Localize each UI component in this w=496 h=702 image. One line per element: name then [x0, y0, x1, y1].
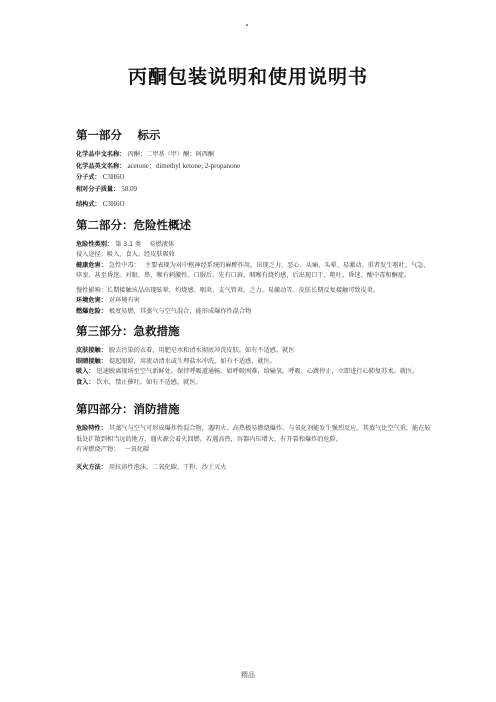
mass-label: 相对分子质量： [76, 185, 120, 193]
cn-name-row [76, 150, 431, 161]
document-body [76, 128, 431, 473]
fire-value: 极度易燃，其蒸气与空气混合，能形成爆炸性混合物 [108, 307, 252, 315]
eye-value: 提起眼睑，用流动清水或生理盐水冲洗。如有不适感，就医。 [108, 357, 276, 365]
hazard-label: 危险特性： [76, 425, 107, 432]
inhale-label: 吸入： [76, 368, 95, 375]
section-1-heading: 第一部分 标示 [76, 128, 161, 142]
skin-value: 脱去污染的衣着，用肥皂水和清水彻底冲洗皮肤。如有不适感，就医 [108, 347, 295, 354]
formula-row [76, 172, 431, 184]
hazard-row [76, 424, 431, 445]
category-value: 第 3.1 类 易燃液体 [115, 240, 175, 248]
category-label: 危险性类别： [76, 240, 114, 248]
eye-row [76, 357, 431, 368]
health-row [76, 261, 431, 282]
inhale-value: 迅速脱离现场至空气新鲜处。保持呼吸道通畅。如呼吸困难，给输氧。呼吸、心跳停止，立即进行心肺复苏术。就医。 [96, 368, 419, 375]
ingest-label: 食入： [76, 378, 95, 386]
eye-label: 眼睛接触： [76, 357, 107, 365]
health-label: 健康危害： [76, 261, 107, 269]
page-mark [246, 24, 248, 26]
combustion-row: 有害燃烧产物： 一氧化碳 [76, 446, 150, 453]
category-row [76, 240, 431, 251]
section-2-heading: 第二部分：危险性概述 [76, 217, 191, 232]
document-title: 丙酮包装说明和使用说明书 [127, 66, 368, 88]
env-value: 对环境有害 [108, 297, 140, 304]
extinguish-label: 灭火方法： [76, 463, 107, 471]
struct-value: C3H6O [102, 200, 125, 208]
struct-label: 结构式： [76, 201, 101, 208]
section-3-heading: 第三部分：急救措施 [76, 324, 180, 338]
section-4-heading: 第四部分：消防措施 [76, 402, 180, 416]
cn-name-value: 丙酮；二甲基（甲）酮；阿西酮 [127, 151, 215, 158]
inhale-row [76, 367, 431, 378]
chronic-row: 慢性影响：长期接触该品出现眩晕、灼烧感、咽炎、支气管炎、乏力、易激动等。皮肤长期反复接触可致皮炎。 [76, 286, 380, 294]
route-row: 侵入途径：吸入、食入、经皮肤吸收 [76, 251, 175, 258]
skin-row [76, 346, 431, 357]
en-name-value: acetone；dimethyl ketone; 2-propanone [127, 161, 241, 170]
extinguish-value: 用抗溶性泡沫、二氧化碳、干粉、沙土灭火 [108, 463, 227, 471]
env-label: 环境危害： [76, 297, 107, 304]
ingest-row [76, 378, 431, 389]
cn-name-label: 化学品中文名称： [76, 151, 126, 158]
fire-row [76, 307, 431, 318]
health-value: 急性中毒： 主要表现为对中枢神经系统的麻醉作用，出现乏力、恶心、头痛、头晕、易激动。重者发生呕吐、气急、痉挛，甚至昏迷。对眼、鼻、喉有刺激性。口服后，先有口唇、咽喉有烧灼感，后出现口干、呕吐、昏迷、酸中毒和酮症。 [76, 261, 430, 279]
en-name-label: 化学品英文名称： [76, 162, 126, 170]
fire-label: 燃爆危险： [76, 307, 107, 315]
en-name-row [76, 161, 431, 173]
hazard-value: 其蒸气与空气可形成爆炸性混合物，遇明火、高热极易燃烧爆炸。与氧化剂能发生强烈反应。其蒸气比空气重，能在较低处扩散到相当远的地方，遇火源会着火回燃。若遇高热，容器内压增大，有开裂和爆炸的危险。 [76, 425, 431, 443]
page-footer: 精品 [241, 671, 255, 679]
mass-row [76, 184, 431, 196]
env-row [76, 296, 431, 307]
formula-value: C3H6O [102, 173, 125, 181]
formula-label: 分子式： [76, 174, 101, 181]
struct-row [76, 199, 431, 211]
skin-label: 皮肤接触： [76, 347, 107, 354]
ingest-value: 饮水，禁止催吐。如有不适感，就医。 [96, 378, 202, 386]
extinguish-row [76, 463, 431, 474]
mass-value: 58.09 [121, 184, 138, 193]
